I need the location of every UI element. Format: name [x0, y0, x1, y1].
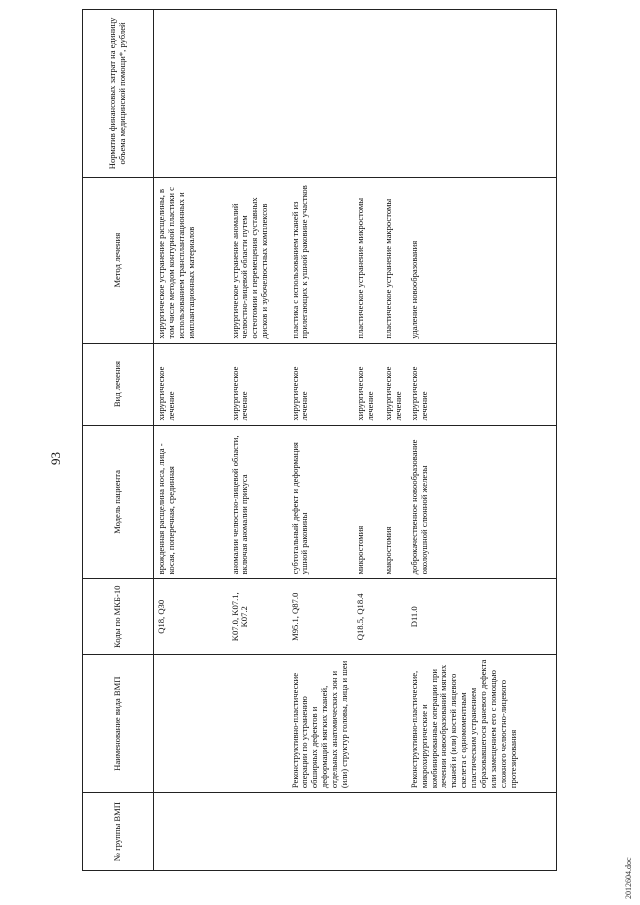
- header-treatment-type: Вид лечения: [83, 343, 154, 425]
- page-number: 93: [48, 452, 63, 465]
- cell-treatment-type: хирургическое лечение: [381, 343, 407, 425]
- header-name: Наименование вида ВМП: [83, 655, 154, 793]
- cell-norm: [353, 10, 381, 178]
- cell-model: микростомия: [353, 425, 381, 579]
- table-row: [353, 10, 381, 871]
- cell-model: макростомия: [381, 425, 407, 579]
- table-row: [381, 10, 407, 871]
- cell-model: доброкачественное новообразование околоушной слюнной железы: [407, 425, 557, 579]
- cell-norm: [154, 10, 228, 178]
- cell-method: удаление новообразования: [407, 177, 557, 343]
- cell-codes: [381, 579, 407, 655]
- header-codes: Коды по МКБ-10: [83, 579, 154, 655]
- header-model: Модель пациента: [83, 425, 154, 579]
- cell-treatment-type: хирургическое лечение: [407, 343, 557, 425]
- cell-method: пластическое устранение микростомы: [353, 177, 381, 343]
- header-group: № группы ВМП: [83, 793, 154, 871]
- table-row: [154, 10, 228, 871]
- table-row: [228, 10, 288, 871]
- cell-method: хирургическое устранение расщелины, в том числе методом контурной пластики с использованием трансплантационных и имплантационных материалов: [154, 177, 228, 343]
- cell-group: [228, 793, 288, 871]
- header-norm: Норматив финансовых затрат на единицу объема медицинской помощи*, рублей: [83, 10, 154, 178]
- footer-filename: 2012604.doc: [624, 857, 633, 899]
- cell-method: хирургическое устранение аномалий челюстно-лицевой области путем остеотомии и перемещения суставных дисков и зубочелюстных комплексов: [228, 177, 288, 343]
- cell-model: врожденная расщелина носа, лица - косая, поперечная, срединная: [154, 425, 228, 579]
- cell-codes: K07.0, K07.1, K07.2: [228, 579, 288, 655]
- header-method: Метод лечения: [83, 177, 154, 343]
- cell-model: субтотальный дефект и деформация ушной раковины: [288, 425, 353, 579]
- cell-codes: Q18.5, Q18.4: [353, 579, 381, 655]
- table-row: [288, 10, 353, 871]
- cell-name: [381, 655, 407, 793]
- cell-name: Реконструктивно-пластические, микрохирургические и комбинированные операции при лечении новообразований мягких тканей и (или) костей лицевого скелета с одномоментным пластическим устранением образовавшегося раневого дефекта или замещением его с помощью сложного челюстно-лицевого протезирования: [407, 655, 557, 793]
- cell-codes: M95.1, Q87.0: [288, 579, 353, 655]
- table-header-row: [83, 10, 154, 871]
- cell-norm: [228, 10, 288, 178]
- cell-codes: Q18, Q30: [154, 579, 228, 655]
- cell-model: аномалии челюстно-лицевой области, включая аномалии прикуса: [228, 425, 288, 579]
- cell-norm: [288, 10, 353, 178]
- cell-name: [353, 655, 381, 793]
- cell-name: [228, 655, 288, 793]
- cell-treatment-type: хирургическое лечение: [353, 343, 381, 425]
- cell-group: [381, 793, 407, 871]
- cell-name: [154, 655, 228, 793]
- cell-name: Реконструктивно-пластические операции по устранению обширных дефектов и деформаций мягких тканей, отдельных анатомических зон и (или) структур головы, лица и шеи: [288, 655, 353, 793]
- vmp-table: [82, 9, 557, 871]
- cell-group: [288, 793, 353, 871]
- cell-codes: D11.0: [407, 579, 557, 655]
- cell-method: пластическое устранение макростомы: [381, 177, 407, 343]
- cell-norm: [381, 10, 407, 178]
- cell-method: пластика с использованием тканей из прилегающих к ушной раковине участков: [288, 177, 353, 343]
- cell-treatment-type: хирургическое лечение: [228, 343, 288, 425]
- table-row: [407, 10, 557, 871]
- cell-norm: [407, 10, 557, 178]
- cell-treatment-type: хирургическое лечение: [154, 343, 228, 425]
- cell-group: [407, 793, 557, 871]
- cell-group: [154, 793, 228, 871]
- cell-treatment-type: хирургическое лечение: [288, 343, 353, 425]
- cell-group: [353, 793, 381, 871]
